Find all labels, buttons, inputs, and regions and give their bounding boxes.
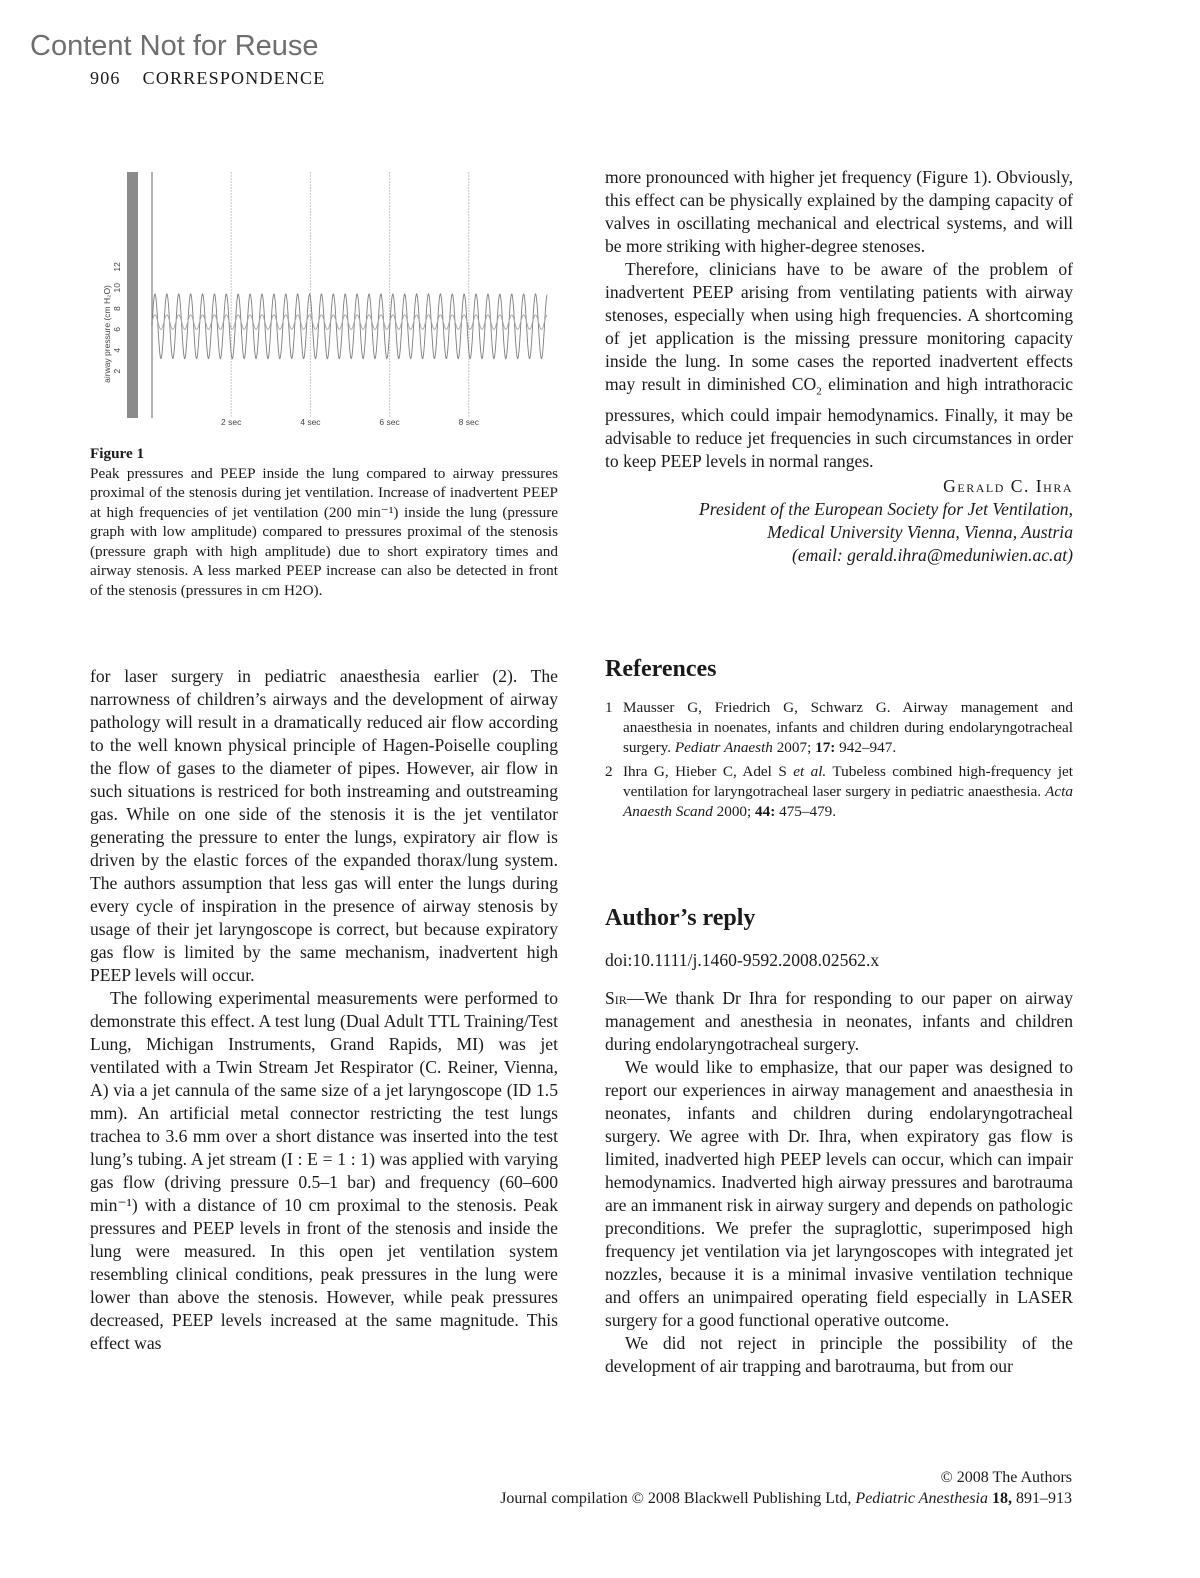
footer: [500, 1467, 1072, 1509]
reference-pages: 475–479.: [775, 803, 837, 820]
figure-label: Figure 1: [90, 445, 145, 462]
right-column-reply: [605, 987, 1073, 1378]
copyright-line: © 2008 The Authors: [940, 1469, 1072, 1486]
chart-left-bar: [127, 172, 138, 418]
y-axis-label: airway pressure (cm H₂O): [102, 285, 112, 383]
figure-caption: [90, 444, 558, 600]
reference-pages: 942–947.: [835, 739, 897, 756]
figure-1: [90, 166, 558, 438]
y-tick-label: 8: [112, 306, 122, 311]
paragraph-text: Therefore, clinicians have to be aware of the problem of inadvertent PEEP arising from ventilating patients with airway stenoses, especially when using high frequencies. A shortcoming of jet application is the missing pressure monitoring capacity inside the lung. In some cases the reported inadvertent effects may result in diminished CO: [605, 259, 1073, 394]
watermark: Content Not for Reuse: [30, 30, 319, 62]
y-tick-label: 10: [112, 282, 122, 293]
y-tick-label: 2: [112, 368, 122, 374]
running-head: [90, 68, 325, 89]
reference-number: 2: [605, 763, 613, 780]
paragraph: [605, 987, 1073, 1056]
journal-volume: 18,: [992, 1490, 1012, 1507]
reference-citation: Mausser G, Friedrich G, Schwarz G. Airway management and anaesthesia in noenates, infants and children during endolaryngotracheal surgery.: [623, 699, 1073, 756]
reference-volume: 17:: [815, 739, 836, 756]
x-tick-label: 6 sec: [379, 417, 400, 427]
signature: [605, 475, 1073, 567]
x-tick-label: 2 sec: [221, 417, 242, 427]
reference-number: 1: [605, 699, 613, 716]
salutation: Sir: [605, 988, 627, 1008]
reference-text: [623, 698, 1073, 758]
page-number: 906: [90, 68, 121, 88]
paragraph-text: —We thank Dr Ihra for responding to our paper on airway management and anesthesia in neonates, infants and children during endolaryngotracheal surgery.: [605, 988, 1073, 1054]
author-affiliation: Medical University Vienna, Vienna, Austria: [767, 521, 1073, 542]
subscript: 2: [816, 385, 822, 398]
journal-pages: 891–913: [1012, 1490, 1072, 1507]
x-tick-label: 8 sec: [458, 417, 479, 427]
reference-year: 2007;: [772, 739, 816, 756]
figure-caption-text: Peak pressures and PEEP inside the lung compared to airway pressures proximal of the stenosis during jet ventilation. Increase of inadvertent PEEP at high frequencies of jet ventilation (200 min⁻¹) inside the lung (pressure graph with low amplitude) compared to pressures proximal of the stenosis (pressure graph with high amplitude) due to short expiratory times and airway stenosis. A less marked PEEP increase can also be detected in front of the stenosis (pressures in cm H2O).: [90, 464, 558, 599]
paragraph: The following experimental measurements were performed to demonstrate this effect. A test lung (Dual Adult TTL Training/Test Lung, Michigan Instruments, Grand Rapids, MI) was jet ventilated with a Twin Stream Jet Respirator (C. Reiner, Vienna, A) via a jet cannula of the same size of a jet laryngoscope (ID 1.5 mm). An artificial metal connector restricting the test lungs trachea to 3.6 mm over a short distance was inserted into the test lung’s tubing. A jet stream (I : E = 1 : 1) was applied with varying gas flow (driving pressure 0.5–1 bar) and frequency (60–600 min⁻¹) with a distance of 10 cm proximal to the stenosis. Peak pressures and PEEP levels in front of the stenosis and inside the lung were measured. In this open jet ventilation system resembling clinical conditions, peak pressures in the lung were lower than above the stenosis. However, while peak pressures decreased, PEEP levels increased at the same magnitude. This effect was: [90, 988, 558, 1353]
x-tick-label: 4 sec: [300, 417, 321, 427]
reference-item: [605, 698, 1073, 758]
author-name: Gerald C. Ihra: [943, 475, 1073, 496]
doi[interactable]: doi:10.1111/j.1460-9592.2008.02562.x: [605, 950, 880, 970]
paragraph: more pronounced with higher jet frequency (Figure 1). Obviously, this effect can be physically explained by the damping capacity of valves in oscillating mechanical and electrical systems, and will be more striking with higher-degree stenoses.: [605, 167, 1073, 256]
paragraph: We did not reject in principle the possibility of the development of air trapping and barotrauma, but from our: [605, 1333, 1073, 1376]
reference-citation: Tubeless combined high-frequency jet ventilation for laryngotracheal laser surgery in pediatric anaesthesia.: [623, 763, 1073, 800]
reference-year: 2000;: [712, 803, 756, 820]
reference-volume: 44:: [755, 803, 776, 820]
author-email[interactable]: (email: gerald.ihra@meduniwien.ac.at): [791, 544, 1073, 565]
reference-journal: Acta Anaesth Scand: [623, 783, 1073, 820]
right-column-letter: [605, 166, 1073, 567]
references-list: [605, 698, 1073, 826]
journal-line: [500, 1488, 1072, 1509]
journal-compilation: Journal compilation © 2008 Blackwell Publishing Ltd,: [500, 1490, 856, 1507]
y-tick-label: 12: [112, 262, 122, 272]
y-tick-label: 4: [112, 347, 122, 353]
paragraph: for laser surgery in pediatric anaesthesia earlier (2). The narrowness of children’s airways and the development of airway pathology will result in a dramatically reduced air flow according to the well known physical principle of Hagen-Poiselle coupling the flow of gases to the diameter of pipes. However, air flow in such situations is restriced for both instreaming and outstreaming gas. While on one side of the stenosis it is the jet ventilator generating the pressure to enter the lungs, expiratory air flow is driven by the elastic forces of the expanded thorax/lung system. The authors assumption that less gas will enter the lungs during every cycle of inspiration in the presence of airway stenosis by usage of their jet laryngoscope is correct, but because expiratory gas flow is limited by the same mechanism, inadvertent high PEEP levels will occur.: [90, 666, 558, 985]
y-tick-label: 6: [112, 327, 122, 332]
paragraph: We would like to emphasize, that our paper was designed to report our experiences in airway management and anaesthesia in neonates, infants and children during endolaryngotracheal surgery. We agree with Dr. Ihra, when expiratory gas flow is limited, inadverted high PEEP levels can occur, which can impair hemodynamics. Inadverted high airway pressures and barotrauma are an immanent risk in airway surgery and depends on pathologic preconditions. We prefer the supraglottic, superimposed high frequency jet ventilation via jet laryngoscopes with integrated jet nozzles, because it is a minimal invasive ventilation technique and offers an unimpaired operating field especially in LASER surgery for a good functional operative outcome.: [605, 1057, 1073, 1330]
journal-name: Pediatric Anesthesia: [855, 1490, 988, 1507]
left-column: [90, 665, 558, 1355]
author-affiliation: President of the European Society for Jet Ventilation,: [699, 498, 1073, 519]
reference-journal: Pediatr Anaesth: [674, 739, 773, 756]
reference-text: [623, 762, 1073, 822]
paragraph-text: elimination and high intrathoracic pressures, which could impair hemodynamics. Finally, it may be advisable to reduce jet frequencies in such circumstances in order to keep PEEP levels in normal ranges.: [605, 374, 1074, 471]
section-title: CORRESPONDENCE: [142, 68, 326, 88]
paragraph: [605, 258, 1073, 473]
reference-citation: Ihra G, Hieber C, Adel S: [623, 763, 794, 780]
reply-heading: Author’s reply: [605, 905, 756, 931]
reference-item: [605, 762, 1073, 822]
references-heading: References: [605, 656, 717, 682]
reference-etal: et al.: [793, 763, 827, 780]
pressure-chart: [90, 166, 558, 438]
